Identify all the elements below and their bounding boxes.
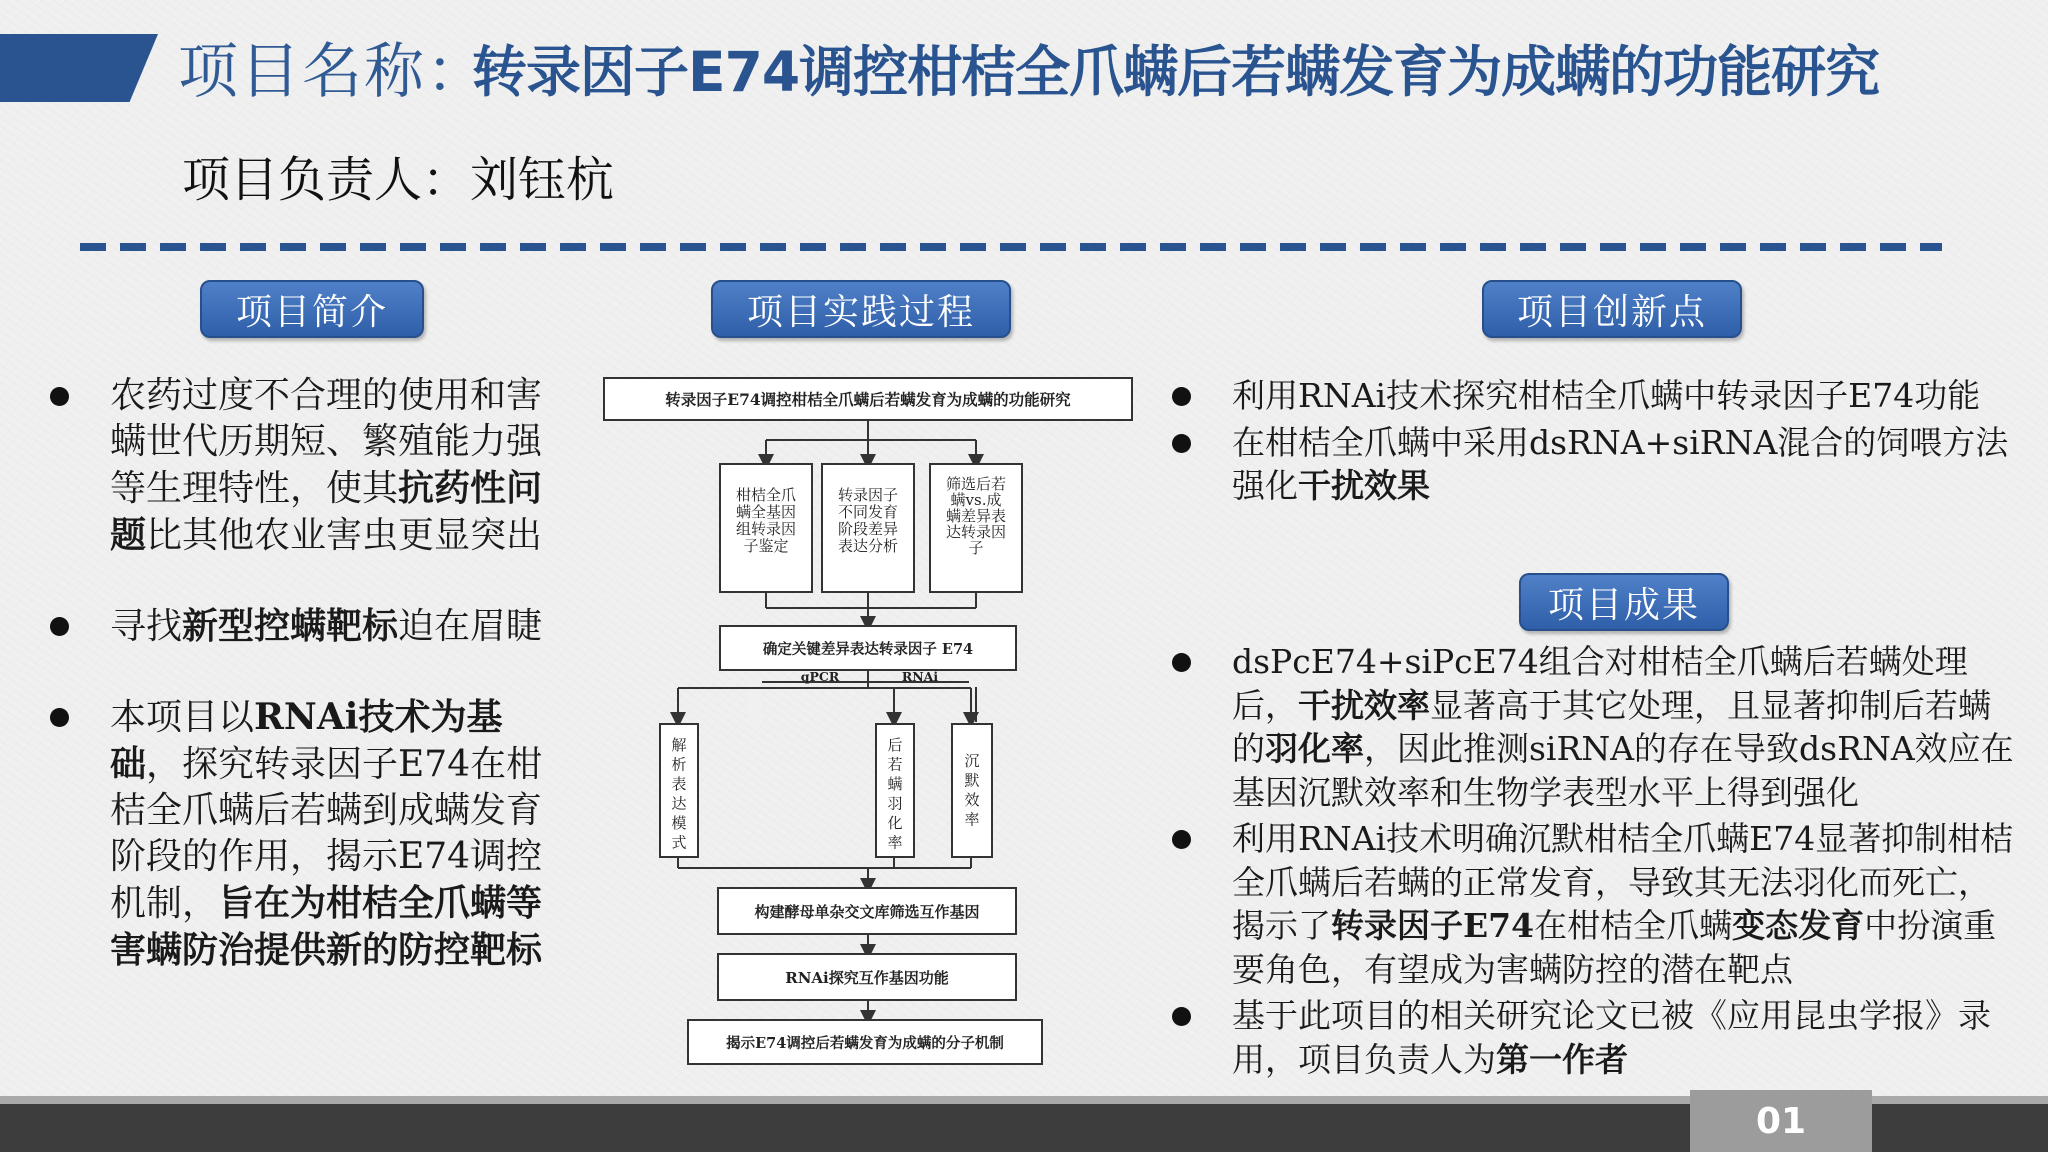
intro-bullet-1	[52, 373, 562, 559]
flow-line: 羽	[887, 794, 903, 813]
flow-silencing-text	[964, 752, 979, 829]
flow-final-text: 揭示E74调控后若螨发育为成螨的分子机制	[726, 1035, 1004, 1052]
results-bullet-1	[1174, 640, 2014, 814]
flow-line: 子	[968, 539, 984, 557]
flow-qpcr-label: qPCR	[800, 669, 840, 684]
flow-line: 析	[671, 755, 687, 774]
flow-eclosion-text	[887, 736, 902, 852]
intro-bullet-1-text: 农药过度不合理的使用和害螨世代历期短、繁殖能力强等生理特性，使其	[110, 375, 543, 509]
flow-line: 默	[964, 771, 980, 790]
project-title: 转录因子E74调控柑桔全爪螨后若螨发育为成螨的功能研究	[472, 40, 1880, 104]
intro-bullet-2-text: 新型控螨靶标	[182, 605, 399, 647]
results-bullet-1-text: dsPcE74+siPcE74组合对柑桔全爪螨后若螨处理后，	[1232, 642, 1968, 725]
intro-bullet-2-text: 寻找	[110, 606, 183, 647]
innovation-bullet-1-text: 利用RNAi技术探究柑桔全爪螨中转录因子E74功能	[1232, 376, 1981, 415]
badge-process: 项目实践过程	[711, 280, 1011, 338]
badge-intro: 项目简介	[200, 280, 424, 338]
results-bullet-2-text: 利用RNAi技术明确沉默柑桔全爪螨E74显著抑制柑桔全爪螨后若螨的正常发育，导致其无法羽化而死亡，揭示了	[1232, 819, 2014, 945]
flow-pattern-text	[671, 736, 686, 852]
results-bullet-2-text: 中扮演重要角色，有望成为害螨防控的潜在靶点	[1232, 906, 1997, 989]
flow-line: 表	[671, 775, 687, 793]
flow-line: 率	[887, 833, 903, 852]
results-bullet-1-text: ，因此推测siRNA的存在导致dsRNA效应在基因沉默效率和生物学表型水平上得到强化	[1232, 729, 2014, 812]
flowchart-svg	[598, 372, 1138, 1072]
flow-line: 后	[887, 736, 903, 754]
results-bullet-2	[1174, 817, 2014, 991]
flow-line: 不同发育	[837, 503, 899, 521]
results-bullet-3-text: 基于此项目的相关研究论文已被《应用昆虫学报》录用，项目负责人为	[1232, 996, 1991, 1079]
intro-list	[52, 373, 562, 974]
flow-line: 沉	[964, 752, 980, 770]
intro-bullet-3-text: ，探究转录因子E74在柑桔全爪螨后若螨到成螨发育阶段的作用，揭示E74调控机制，	[110, 744, 543, 924]
flow-line: 筛选后若	[945, 475, 1007, 493]
flow-top-text: 转录因子E74调控柑桔全爪螨后若螨发育为成螨的功能研究	[665, 390, 1071, 409]
badge-innovation: 项目创新点	[1482, 280, 1742, 338]
results-bullet-1-text: 干扰效率	[1298, 685, 1430, 725]
innovation-bullet-2	[1174, 421, 2014, 508]
intro-bullet-3-text: RNAi技术为基础	[110, 696, 503, 785]
innovation-bullet-2-text: 干扰效果	[1298, 466, 1430, 505]
flow-line: 螨差异表	[945, 507, 1007, 525]
flow-line: 螨vs.成	[950, 491, 1002, 509]
flow-rnai-label: RNAi	[901, 669, 939, 684]
flow-line: 螨全基因	[735, 503, 797, 521]
page-number: 01	[1690, 1090, 1872, 1152]
dashed-divider	[80, 243, 1942, 251]
flow-line: 式	[671, 833, 687, 852]
results-bullet-2-text: 变态发育	[1732, 906, 1865, 945]
flow-line: 组转录因	[735, 520, 797, 538]
flow-line: 阶段差异	[837, 520, 899, 538]
intro-bullet-3-text: 本项目以	[110, 697, 255, 738]
innovation-bullet-1	[1174, 374, 2014, 418]
results-bullet-1-text: 显著高于其它处理，且显著抑制后若螨的	[1232, 685, 1991, 768]
flow-line: 达转录因	[945, 523, 1007, 541]
flow-genome-text	[736, 486, 796, 555]
flow-line: 柑桔全爪	[735, 486, 797, 504]
flow-line: 效	[964, 791, 980, 809]
flow-line: 子鉴定	[743, 537, 789, 555]
intro-bullet-2	[52, 603, 562, 650]
intro-bullet-3-text: 旨在为柑桔全爪螨等害螨防治提供新的防控靶标	[110, 882, 543, 971]
flow-line: 模	[671, 814, 687, 832]
flow-line: 表达分析	[837, 537, 899, 555]
results-bullet-1-text: 羽化率	[1265, 729, 1364, 768]
flow-line: 达	[671, 794, 687, 813]
results-bullet-3-text: 第一作者	[1496, 1039, 1628, 1079]
innovation-list	[1174, 374, 2014, 508]
title-prefix: 项目名称：	[178, 37, 488, 107]
flow-stage-text	[838, 486, 898, 555]
flow-key-text: 确定关键差异表达转录因子 E74	[762, 641, 974, 658]
intro-bullet-1-text: 抗药性问题	[110, 467, 543, 556]
intro-bullet-3	[52, 694, 562, 974]
results-list	[1174, 640, 2014, 1081]
flow-line: 螨	[887, 775, 903, 793]
intro-bullet-1-text: 比其他农业害虫更显突出	[146, 515, 543, 556]
project-leader: 项目负责人：刘钰杭	[182, 152, 615, 208]
flow-yeast-text: 构建酵母单杂交文库筛选互作基因	[754, 903, 980, 921]
flow-line: 转录因子	[837, 486, 899, 504]
innovation-bullet-2-text: 在柑桔全爪螨中采用dsRNA+siRNA混合的饲喂方法强化	[1232, 422, 2009, 505]
flow-line: 若	[887, 755, 903, 774]
flow-line: 化	[887, 814, 903, 832]
results-bullet-3	[1174, 994, 2014, 1081]
process-flowchart	[598, 372, 1138, 1072]
results-bullet-2-text: 在柑桔全爪螨	[1534, 906, 1733, 945]
flow-line: 解	[671, 736, 687, 754]
flow-rnai-text: RNAi探究互作基因功能	[785, 969, 949, 987]
results-bullet-2-text: 转录因子E74	[1331, 906, 1535, 945]
intro-bullet-2-text: 迫在眉睫	[398, 606, 543, 647]
flow-line: 率	[964, 810, 980, 829]
badge-results: 项目成果	[1519, 573, 1729, 631]
